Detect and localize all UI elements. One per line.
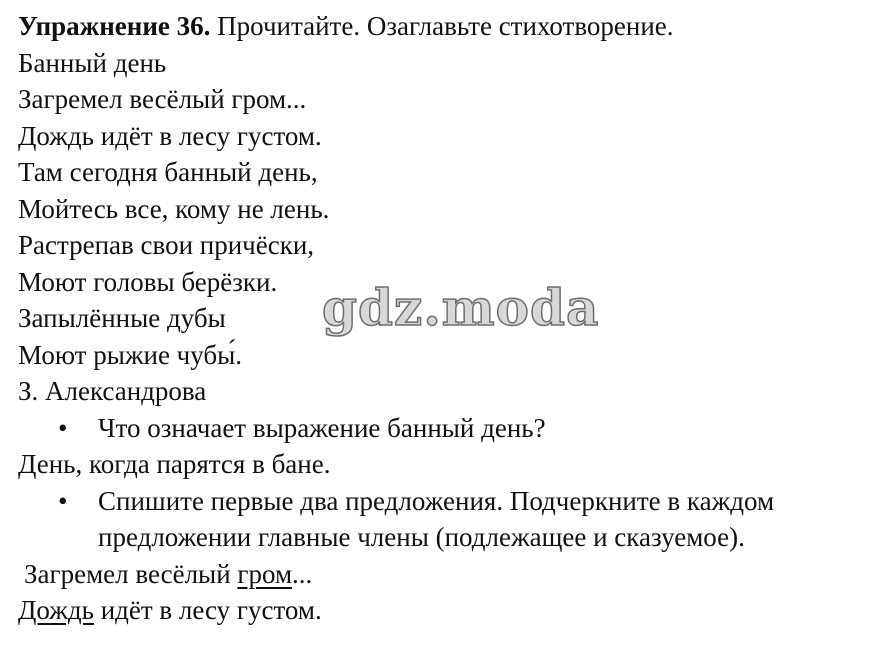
poem-line: Растрепав свои причёски,: [18, 230, 315, 260]
answer1-before: Загремел весёлый: [24, 558, 238, 589]
task1-question: [18, 410, 888, 447]
answer2-subject: Дождь: [18, 595, 94, 625]
task1-answer: День, когда парятся в бане.: [18, 449, 331, 479]
answer1-after: ...: [292, 558, 313, 589]
bullet-icon: •: [58, 412, 68, 443]
watermark-logo: gdz.moda: [322, 278, 600, 337]
task2-question-line2: предложении главные члены (подлежащее и сказуемое).: [98, 522, 745, 552]
answer2-after: идёт в лесу густом.: [93, 595, 322, 625]
task2-question: [18, 483, 888, 520]
poem-author: З. Александрова: [18, 376, 207, 406]
task2-question-line1: Спишите первые два предложения. Подчеркните в каждом: [98, 485, 775, 516]
task2-answer2: [18, 592, 888, 629]
exercise-header: [18, 8, 888, 45]
exercise-number: Упражнение 36.: [18, 11, 211, 41]
poem-title: Банный день: [18, 47, 167, 78]
poem-line: Мойтесь все, кому не лень.: [18, 193, 330, 224]
exercise-instruction: Прочитайте. Озаглавьте стихотворение.: [210, 11, 674, 41]
answer1-subject: гром: [237, 558, 293, 589]
poem-line: Моют головы берёзки.: [18, 266, 278, 297]
bullet-icon: •: [58, 485, 68, 516]
task1-question-text: Что означает выражение банный день?: [98, 412, 546, 443]
poem-line: Загремел весёлый гром...: [18, 84, 307, 114]
poem-line: Моют рыжие чубы́.: [18, 339, 243, 370]
poem-line: Дождь идёт в лесу густом.: [18, 120, 322, 151]
poem-line: Запылённые дубы: [18, 303, 226, 333]
task2-answer1: [18, 556, 888, 593]
poem-line: Там сегодня банный день,: [18, 157, 318, 187]
